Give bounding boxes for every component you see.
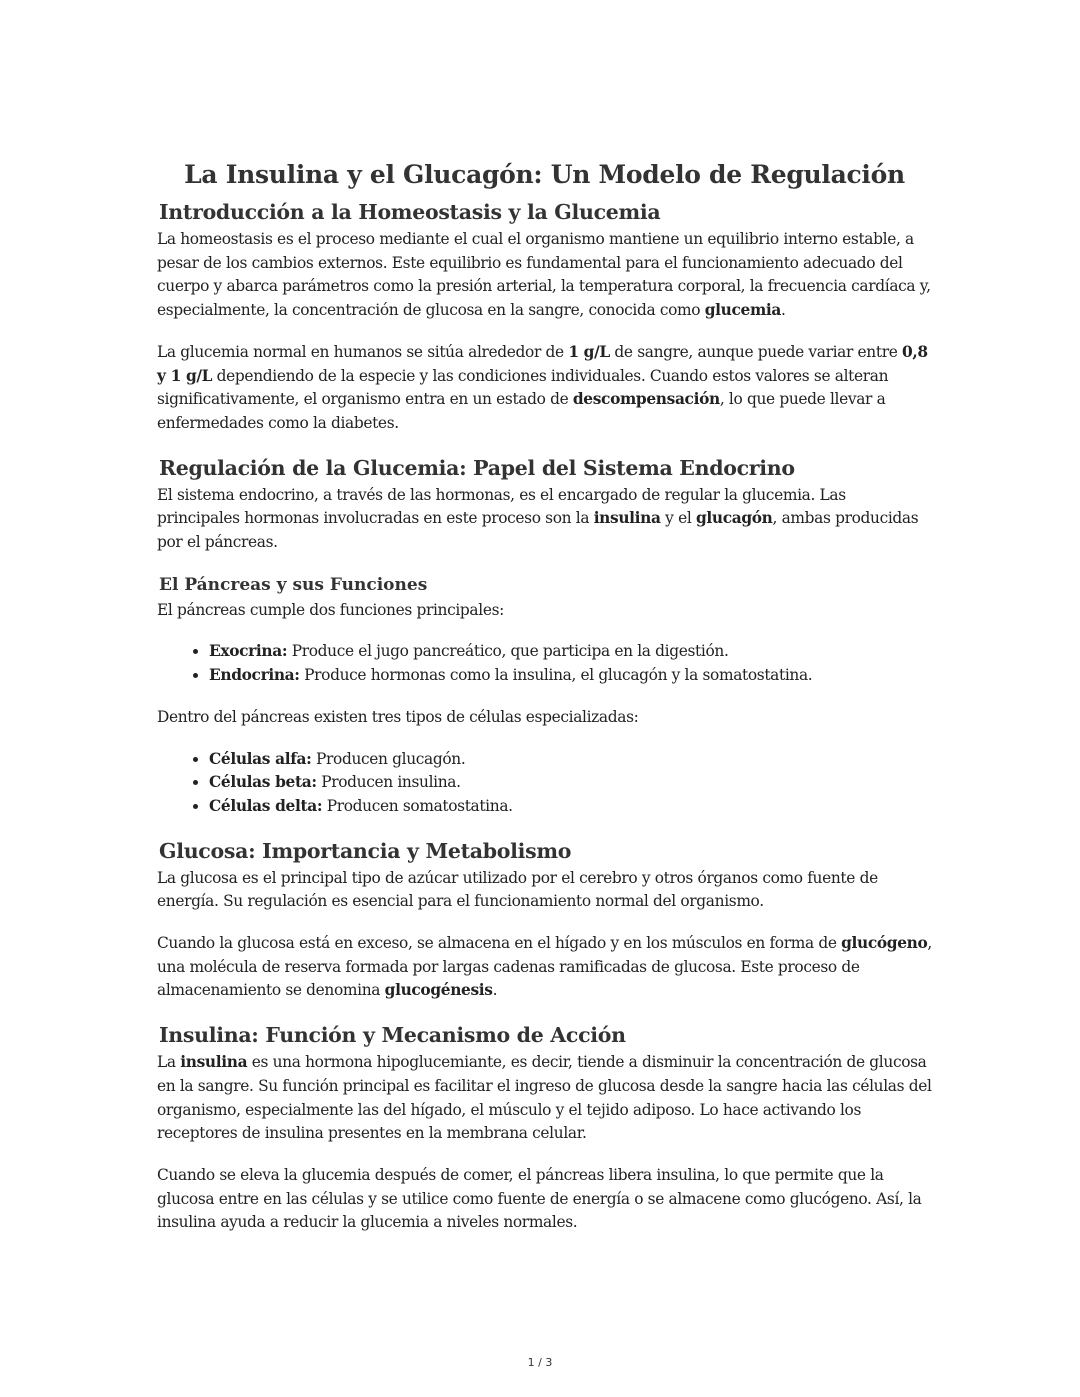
text-run: La homeostasis es el proceso mediante el cual el organismo mantiene un equilibrio interno estable, a pesar de los cambios externos. Este equilibrio es fundamental para el funcionamiento adecuado del cuerpo y abarca parámetros como la presión arterial, la temperatura corporal, la frecuencia cardíaca y, especialmente, la concentración de glucosa en la sangre, conocida como [157,230,931,320]
paragraph [157,228,932,323]
page-indicator: 1 / 3 [527,1356,553,1369]
text-run: Produce hormonas como la insulina, el glucagón y la somatostatina. [299,666,813,685]
subsection-heading: El Páncreas y sus Funciones [159,574,428,595]
text-run: . [492,981,498,1000]
bold-text: Células delta: [209,796,323,815]
text-run: Dentro del páncreas existen tres tipos de células especializadas: [157,707,639,726]
bold-text: 1 g/L [568,342,610,361]
text-run: es una hormona hipoglucemiante, es decir, tiende a disminuir la concentración de glucosa en la sangre. Su función principal es facilitar el ingreso de glucosa desde la sangre hacia las células del organismo, especialmente las del hígado, el músculo y el tejido adiposo. Lo hace activando los receptores de insulina presentes en la membrana celular. [157,1053,932,1143]
document-content [157,198,932,1235]
document-page [157,158,932,1253]
text-run: El páncreas cumple dos funciones principales: [157,600,504,619]
text-run: El sistema endocrino, a través de las hormonas, es el encargado de regular la glucemia. Las principales hormonas involucradas en este proceso son la [157,485,846,528]
text-run: Producen insulina. [316,773,461,792]
text-run: Cuando la glucosa está en exceso, se almacena en el hígado y en los músculos en forma de [157,934,842,953]
paragraph [157,341,932,436]
paragraph [157,484,932,555]
text-run: Cuando se eleva la glucemia después de comer, el páncreas libera insulina, lo que permite que la glucosa entre en las células y se utilice como fuente de energía o se almacene como glucógeno. Así, la insulina ayuda a reducir la glucemia a niveles normales. [157,1165,922,1232]
paragraph [157,599,932,623]
paragraph [157,867,932,914]
list-item [209,640,932,664]
bold-text: Endocrina: [209,666,300,685]
bold-text: glucógeno [841,934,928,953]
bold-text: Células alfa: [209,749,312,768]
text-run: dependiendo de la especie y las condiciones individuales. Cuando estos valores se alteran significativamente, el organismo entra en un estado de [157,366,889,409]
bullet-list [157,748,932,819]
bullet-list [157,640,932,687]
bold-text: glucogénesis [384,981,493,1000]
list-item [209,748,932,772]
text-run: , ambas producidas por el páncreas. [157,509,919,552]
bold-text: insulina [180,1053,248,1072]
text-run: Producen glucagón. [311,749,466,768]
text-run: La [157,1053,181,1072]
text-run: La glucosa es el principal tipo de azúcar utilizado por el cerebro y otros órganos como fuente de energía. Su regulación es esencial para el funcionamiento normal del organismo. [157,868,878,911]
bold-text: descompensación [572,390,720,409]
section-heading: Regulación de la Glucemia: Papel del Sistema Endocrino [159,455,795,480]
text-run: La glucemia normal en humanos se sitúa alrededor de [157,342,569,361]
section-heading: Insulina: Función y Mecanismo de Acción [159,1023,626,1048]
bold-text: 0,8 y 1 g/L [157,342,928,385]
bold-text: glucemia [704,301,782,320]
bold-text: Células beta: [209,773,317,792]
list-item [209,795,932,819]
text-run: , una molécula de reserva formada por largas cadenas ramificadas de glucosa. Este proceso de almacenamiento se denomina [157,934,932,1000]
section-heading: Introducción a la Homeostasis y la Glucemia [159,200,661,224]
text-run: de sangre, aunque puede variar entre [609,342,903,361]
paragraph [157,1051,932,1146]
document-title: La Insulina y el Glucagón: Un Modelo de Regulación [184,160,905,189]
bold-text: insulina [593,509,661,528]
list-item [209,664,932,688]
text-run: y el [660,509,696,528]
paragraph [157,706,932,730]
text-run: Producen somatostatina. [322,796,513,815]
section-heading: Glucosa: Importancia y Metabolismo [159,838,572,863]
paragraph [157,932,932,1003]
text-run: Produce el jugo pancreático, que participa en la digestión. [287,642,729,661]
list-item [209,771,932,795]
bold-text: Exocrina: [209,642,288,661]
text-run: . [781,301,786,320]
text-run: , lo que puede llevar a enfermedades como la diabetes. [157,390,886,432]
paragraph [157,1164,932,1235]
bold-text: glucagón [695,509,773,528]
